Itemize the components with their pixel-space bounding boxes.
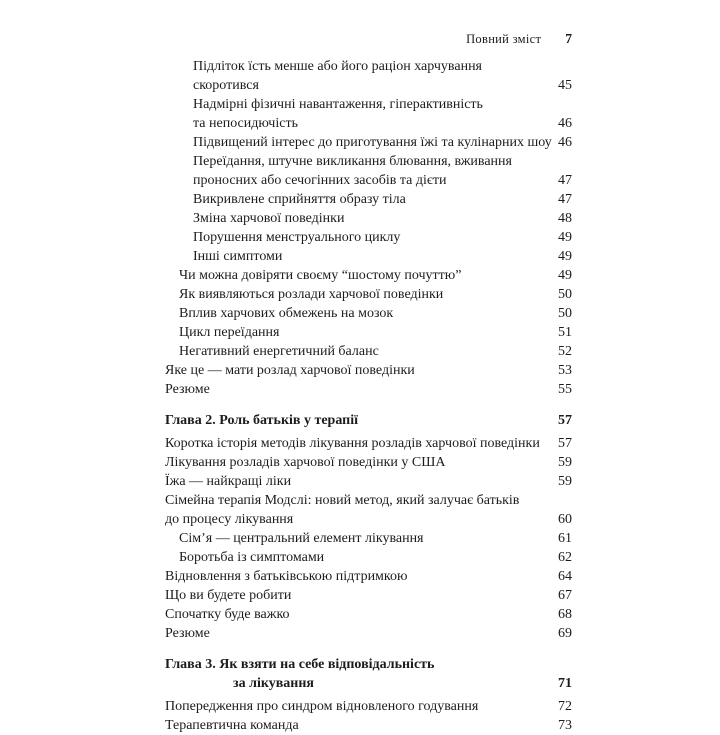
toc-chapter-entry (165, 655, 572, 693)
toc-entry (165, 266, 572, 285)
toc-entry-line: Вплив харчових обмежень на мозок (179, 306, 394, 321)
toc-entry-line: Підвищений інтерес до приготування їжі та кулінарних шоу (193, 135, 552, 150)
toc-entry-line: Інші симптоми (193, 249, 283, 264)
toc-entry (165, 472, 572, 491)
toc-entry (165, 209, 572, 228)
toc-entry-page: 50 (558, 306, 572, 321)
toc-entry-page: 71 (558, 676, 572, 691)
toc-entry-page: 52 (558, 344, 572, 359)
toc-entry-title (165, 586, 542, 605)
toc-entry-page: 46 (558, 116, 572, 131)
toc-entry-title (165, 57, 542, 95)
toc-entry-page: 72 (558, 699, 572, 714)
toc-entry-title (165, 548, 542, 567)
toc-entry-page: 69 (558, 626, 572, 641)
toc-entry-line: Цикл переїдання (179, 325, 280, 340)
toc-entry-page: 57 (558, 413, 572, 428)
toc-entry (165, 304, 572, 323)
toc-entry-page: 47 (558, 173, 572, 188)
toc-entry-title (165, 491, 542, 529)
toc-entry-line: Боротьба із симптомами (179, 550, 325, 565)
toc-entry (165, 323, 572, 342)
toc-entry (165, 228, 572, 247)
toc-entry-line: Їжа — найкращі ліки (165, 474, 292, 489)
toc-entry-line: Сім’я — центральний елемент лікування (179, 531, 424, 546)
toc-entry-page: 64 (558, 569, 572, 584)
toc-entry-line: Резюме (165, 382, 210, 397)
toc-entry-line: Підліток їсть менше або його раціон харчування (193, 59, 482, 74)
toc-entry-title (165, 133, 552, 152)
toc-entry-title (165, 380, 542, 399)
toc-entry (165, 491, 572, 529)
toc-entry-continuation-line: до процесу лікування (165, 512, 294, 527)
toc-entry-line: Переїдання, штучне викликання блювання, вживання (193, 154, 512, 169)
toc-entry (165, 380, 572, 399)
toc-entry-line: Резюме (165, 626, 210, 641)
toc-entry (165, 567, 572, 586)
toc-entry-title (165, 152, 542, 190)
toc-entry-continuation-line: проносних або сечогінних засобів та дієти (193, 173, 447, 188)
toc-entry-page: 49 (558, 249, 572, 264)
toc-list (165, 57, 572, 735)
toc-entry-continuation-line: за лікування (233, 676, 315, 691)
toc-entry-title (165, 361, 542, 380)
toc-entry-line: Глава 3. Як взяти на себе відповідальність (165, 657, 435, 672)
toc-entry-page: 59 (558, 455, 572, 470)
toc-entry-title (165, 567, 542, 586)
toc-entry (165, 434, 572, 453)
toc-entry-page: 49 (558, 268, 572, 283)
toc-entry (165, 190, 572, 209)
toc-entry (165, 624, 572, 643)
toc-entry-title (165, 411, 542, 430)
toc-entry-line: Попередження про синдром відновленого годування (165, 699, 479, 714)
toc-chapter-entry (165, 411, 572, 430)
page-number: 7 (565, 31, 572, 46)
toc-entry-title (165, 472, 542, 491)
toc-entry-line: Надмірні фізичні навантаження, гіперактивність (193, 97, 483, 112)
toc-entry (165, 152, 572, 190)
toc-entry-line: Порушення менструального циклу (193, 230, 401, 245)
toc-entry-page: 48 (558, 211, 572, 226)
toc-entry (165, 605, 572, 624)
toc-entry (165, 95, 572, 133)
toc-entry (165, 529, 572, 548)
toc-entry-page: 57 (558, 436, 572, 451)
toc-entry-line: Чи можна довіряти своєму “шостому почуттю” (179, 268, 462, 283)
toc-entry-title (165, 247, 542, 266)
toc-entry-page: 59 (558, 474, 572, 489)
toc-entry (165, 57, 572, 95)
toc-entry (165, 586, 572, 605)
toc-entry-title (165, 624, 542, 643)
toc-entry-page: 45 (558, 78, 572, 93)
toc-entry-continuation-line: скоротився (193, 78, 259, 93)
toc-entry-title (165, 655, 542, 693)
toc-entry-page: 46 (558, 135, 572, 150)
toc-entry-title (165, 697, 542, 716)
toc-entry-line: Що ви будете робити (165, 588, 292, 603)
toc-entry (165, 133, 572, 152)
toc-entry-title (165, 209, 542, 228)
toc-entry-title (165, 323, 542, 342)
toc-entry-page: 49 (558, 230, 572, 245)
toc-entry (165, 342, 572, 361)
toc-entry-title (165, 453, 542, 472)
toc-entry-continuation-line: та непосидючість (193, 116, 298, 131)
toc-entry-title (165, 304, 542, 323)
toc-entry-title (165, 434, 542, 453)
toc-entry-title (165, 266, 542, 285)
toc-entry-page: 68 (558, 607, 572, 622)
toc-entry (165, 453, 572, 472)
toc-entry-title (165, 605, 542, 624)
toc-entry-line: Відновлення з батьківською підтримкою (165, 569, 408, 584)
toc-entry-page: 47 (558, 192, 572, 207)
toc-entry-line: Зміна харчової поведінки (193, 211, 345, 226)
toc-entry-title (165, 285, 542, 304)
toc-entry-page: 60 (558, 512, 572, 527)
toc-entry-page: 62 (558, 550, 572, 565)
running-header (165, 31, 572, 47)
toc-entry-title (165, 95, 542, 133)
toc-entry-page: 67 (558, 588, 572, 603)
toc-entry-page: 50 (558, 287, 572, 302)
toc-entry-line: Негативний енергетичний баланс (179, 344, 379, 359)
running-title: Повний зміст (466, 32, 542, 46)
toc-entry-page: 53 (558, 363, 572, 378)
toc-entry (165, 548, 572, 567)
toc-entry-line: Коротка історія методів лікування розладів харчової поведінки (165, 436, 540, 451)
toc-entry-title (165, 190, 542, 209)
toc-entry-line: Терапевтична команда (165, 718, 299, 733)
toc-entry (165, 716, 572, 735)
toc-entry-line: Викривлене сприйняття образу тіла (193, 192, 406, 207)
toc-entry-title (165, 228, 542, 247)
toc-entry (165, 247, 572, 266)
toc-entry-line: Лікування розладів харчової поведінки у США (165, 455, 446, 470)
toc-entry-page: 61 (558, 531, 572, 546)
toc-entry-page: 51 (558, 325, 572, 340)
toc-entry-page: 73 (558, 718, 572, 733)
toc-entry-title (165, 342, 542, 361)
toc-entry-line: Яке це — мати розлад харчової поведінки (165, 363, 415, 378)
toc-entry (165, 697, 572, 716)
toc-entry-title (165, 716, 542, 735)
toc-entry-line: Як виявляються розлади харчової поведінки (179, 287, 444, 302)
toc-entry-line: Спочатку буде важко (165, 607, 290, 622)
toc-entry-page: 55 (558, 382, 572, 397)
toc-entry (165, 285, 572, 304)
toc-entry-title (165, 529, 542, 548)
toc-entry (165, 361, 572, 380)
toc-entry-line: Сімейна терапія Модслі: новий метод, який залучає батьків (165, 493, 520, 508)
toc-entry-line: Глава 2. Роль батьків у терапії (165, 413, 358, 428)
